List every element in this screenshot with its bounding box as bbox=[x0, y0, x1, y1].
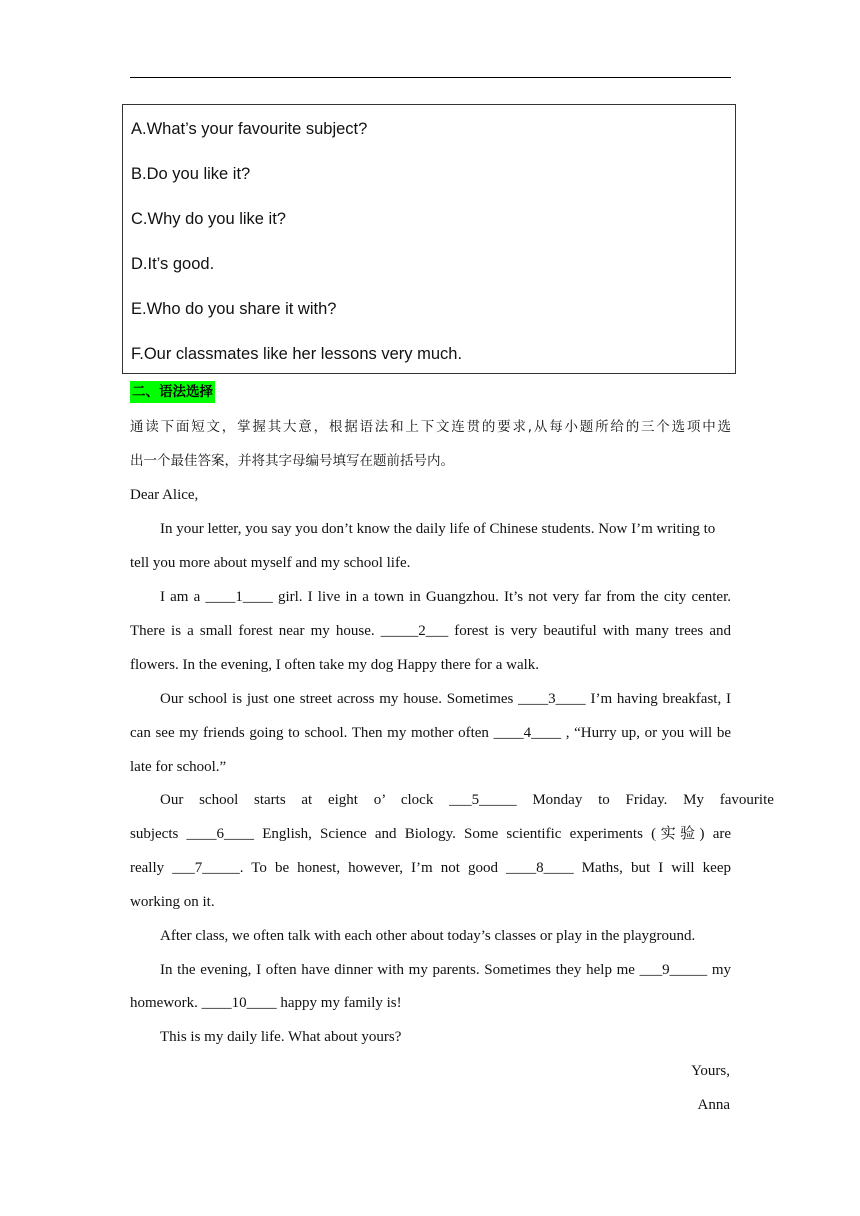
letter-line: In the evening, I often have dinner with my parents. Sometimes they help me ___9_____ my bbox=[160, 962, 731, 978]
letter-line: tell you more about myself and my school life. bbox=[130, 555, 411, 571]
letter-line: After class, we often talk with each other about today’s classes or play in the playground. bbox=[160, 928, 696, 944]
instruction-line: 出一个最佳答案，并将其字母编号填写在题前括号内。 bbox=[130, 453, 454, 469]
letter-line: really ___7_____. To be honest, however, I’m not good ____8____ Maths, but I will keep bbox=[130, 860, 731, 876]
letter-line: can see my friends going to school. Then my mother often ____4____ , “Hurry up, or you will be bbox=[130, 725, 731, 741]
letter-line: homework. ____10____ happy my family is! bbox=[130, 995, 402, 1011]
letter-line: Our school is just one street across my house. Sometimes ____3____ I’m having breakfast, I bbox=[160, 691, 731, 707]
letter-line: flowers. In the evening, I often take my dog Happy there for a walk. bbox=[130, 657, 540, 673]
letter-line: This is my daily life. What about yours? bbox=[160, 1029, 402, 1045]
option-e: E.Who do you share it with? bbox=[131, 300, 337, 318]
letter-line: Our school starts at eight o’ clock ___5_____ Monday to Friday. My favourite bbox=[160, 792, 774, 808]
letter-line: late for school.” bbox=[130, 759, 227, 775]
instruction-line: 通读下面短文，掌握其大意，根据语法和上下文连贯的要求,从每小题所给的三个选项中选 bbox=[130, 419, 731, 435]
option-c: C.Why do you like it? bbox=[131, 210, 286, 228]
letter-line: There is a small forest near my house. _____2___ forest is very beautiful with many trees and bbox=[130, 623, 731, 639]
options-box bbox=[122, 104, 736, 374]
option-f: F.Our classmates like her lessons very much. bbox=[131, 345, 463, 363]
letter-line: I am a ____1____ girl. I live in a town in Guangzhou. It’s not very far from the city center. bbox=[160, 589, 731, 605]
option-d: D.It’s good. bbox=[131, 255, 215, 273]
letter-line: subjects ____6____ English, Science and Biology. Some scientific experiments (实验) are bbox=[130, 826, 731, 842]
section-title: 二、语法选择 bbox=[130, 381, 215, 403]
letter-line: working on it. bbox=[130, 894, 215, 910]
option-b: B.Do you like it? bbox=[131, 165, 251, 183]
letter-line: In your letter, you say you don’t know the daily life of Chinese students. Now I’m writing to bbox=[160, 521, 716, 537]
header-rule bbox=[130, 77, 731, 78]
letter-greeting: Dear Alice, bbox=[130, 487, 199, 503]
letter-signature: Anna bbox=[697, 1097, 730, 1113]
option-a: A.What’s your favourite subject? bbox=[131, 120, 368, 138]
letter-closing: Yours, bbox=[691, 1063, 730, 1079]
